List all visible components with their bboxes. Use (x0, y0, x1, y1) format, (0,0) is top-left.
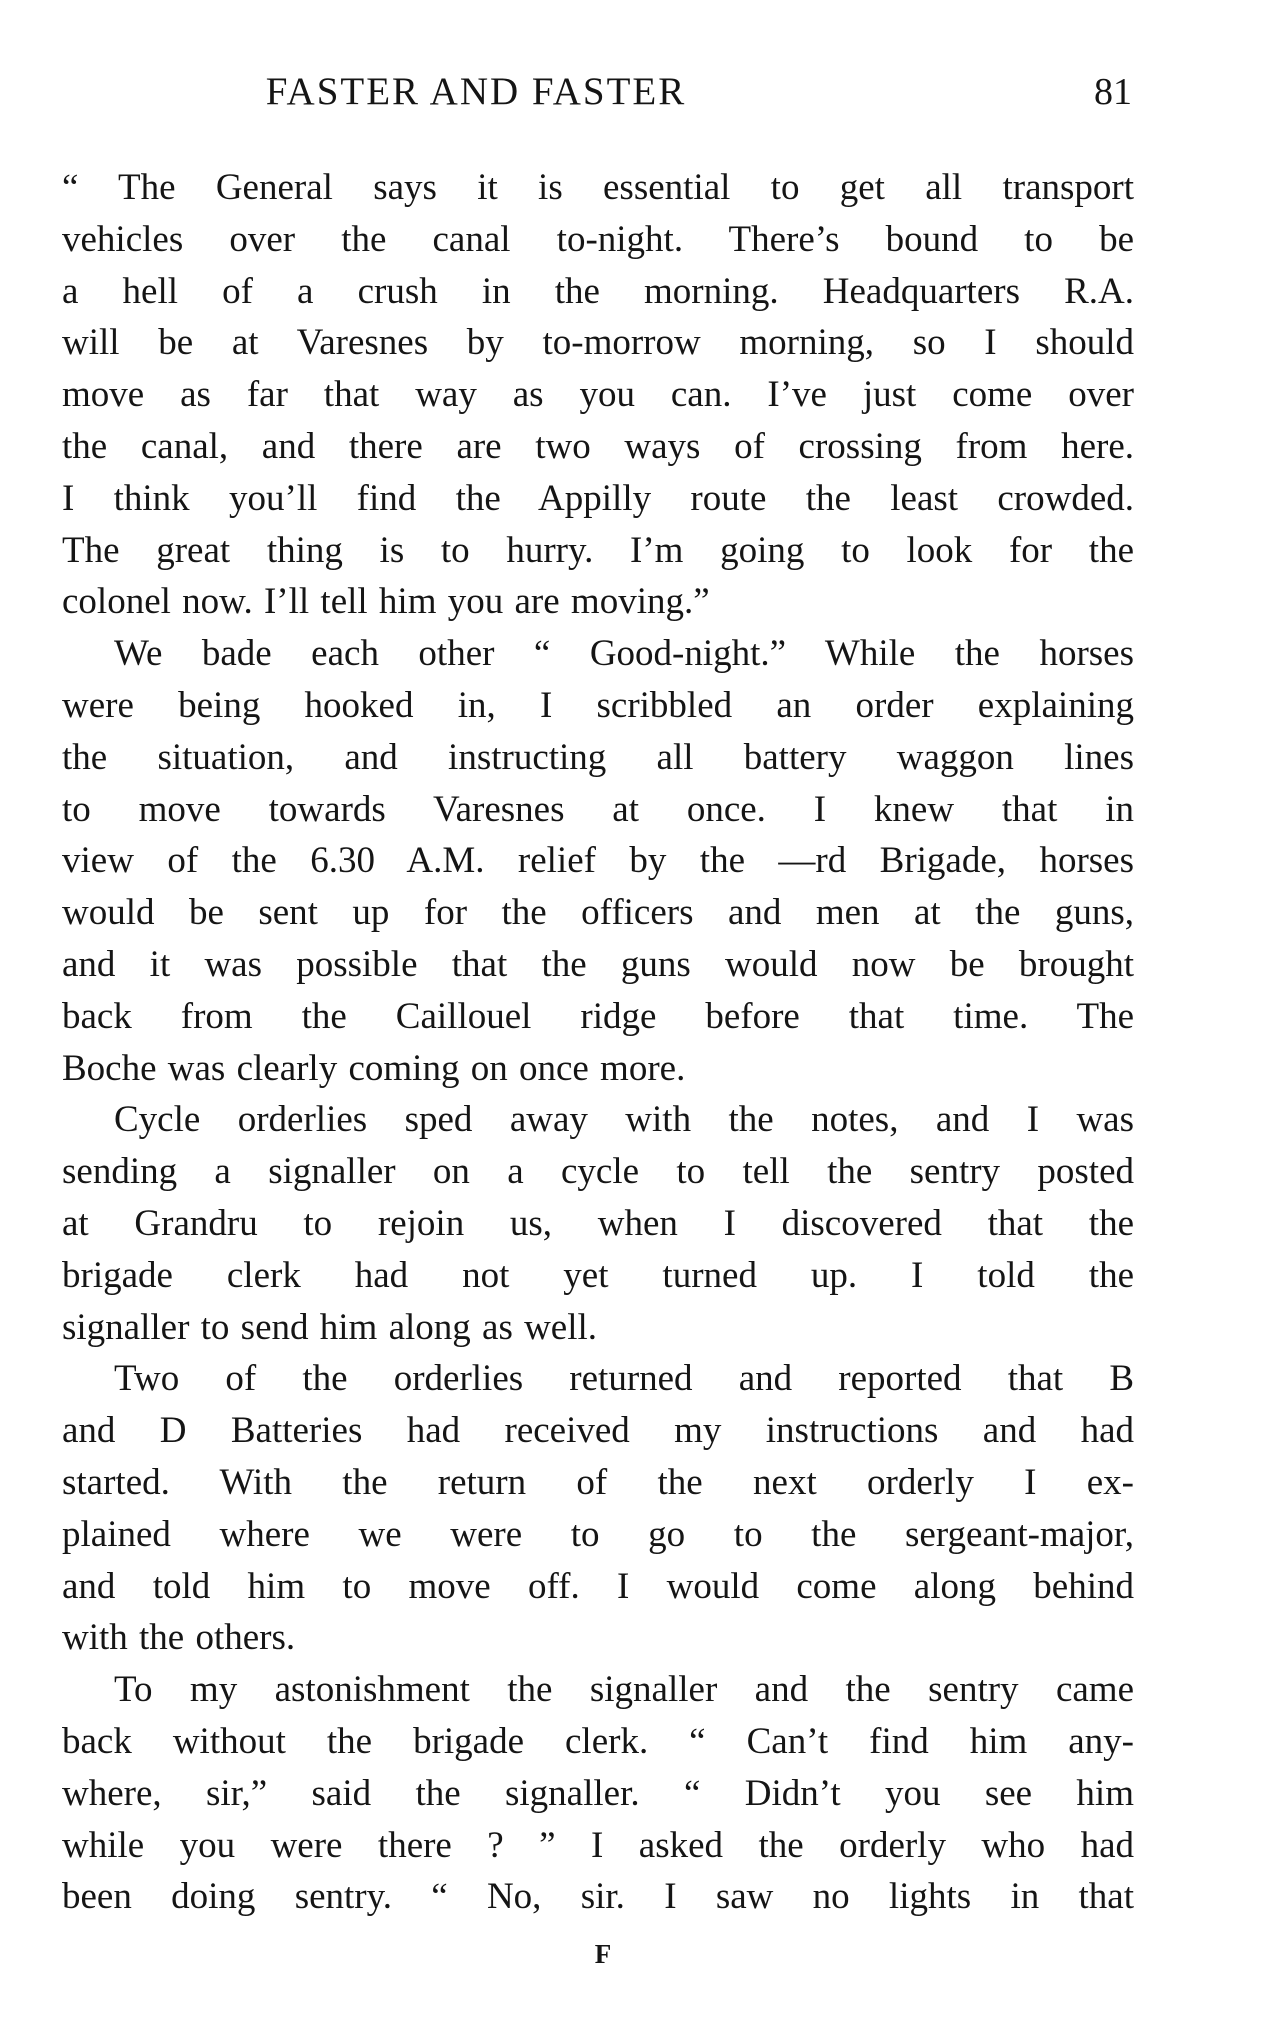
text-line: vehicles over the canal to-night. There’s bound to be (62, 218, 1134, 260)
text-line: back from the Caillouel ridge before that time. The (62, 995, 1134, 1037)
text-line: The great thing is to hurry. I’m going to look for the (62, 529, 1134, 571)
text-line: and it was possible that the guns would now be brought (62, 943, 1134, 985)
text-line: We bade each other “ Good-night.” While the horses (114, 633, 1134, 675)
text-line: To my astonishment the signaller and the sentry came (114, 1669, 1134, 1711)
text-line: with the others. (62, 1617, 296, 1659)
text-line: the canal, and there are two ways of crossing from here. (62, 425, 1134, 467)
text-line: move as far that way as you can. I’ve just come over (62, 374, 1134, 416)
text-line: signaller to send him along as well. (62, 1306, 598, 1348)
text-line: plained where we were to go to the sergeant-major, (62, 1513, 1134, 1555)
text-line: sending a signaller on a cycle to tell the sentry posted (62, 1151, 1134, 1193)
text-line: “ The General says it is essential to get all transport (62, 167, 1134, 208)
text-line: where, sir,” said the signaller. “ Didn’t you see him (62, 1772, 1134, 1814)
text-line: back without the brigade clerk. “ Can’t find him any- (62, 1720, 1134, 1762)
text-line: a hell of a crush in the morning. Headquarters R.A. (62, 270, 1134, 312)
text-line: colonel now. I’ll tell him you are moving.” (62, 581, 710, 623)
text-line: been doing sentry. “ No, sir. I saw no lights in that (62, 1876, 1134, 1918)
text-line: at Grandru to rejoin us, when I discovered that the (62, 1202, 1134, 1244)
body-text (62, 162, 1134, 1923)
text-line: the situation, and instructing all battery waggon lines (62, 736, 1134, 778)
text-line: would be sent up for the officers and men at the guns, (62, 892, 1134, 934)
text-line: will be at Varesnes by to-morrow morning, so I should (62, 322, 1134, 364)
text-line: to move towards Varesnes at once. I knew that in (62, 788, 1134, 830)
text-line: Two of the orderlies returned and reported that B (114, 1358, 1134, 1400)
text-line: while you were there ? ” I asked the orderly who had (62, 1824, 1134, 1866)
text-line: brigade clerk had not yet turned up. I told the (62, 1254, 1134, 1296)
text-line: view of the 6.30 A.M. relief by the —rd Brigade, horses (62, 840, 1134, 882)
text-line: Boche was clearly coming on once more. (62, 1047, 686, 1089)
text-line: started. With the return of the next orderly I ex- (62, 1461, 1134, 1503)
text-line: Cycle orderlies sped away with the notes, and I was (114, 1099, 1134, 1141)
signature-mark: F (594, 1939, 612, 1969)
running-head (60, 62, 1132, 122)
text-line: and told him to move off. I would come along behind (62, 1565, 1134, 1607)
page-number: 81 (1094, 71, 1132, 113)
chapter-title: FASTER AND FASTER (265, 70, 687, 113)
text-line: were being hooked in, I scribbled an order explaining (62, 684, 1134, 726)
text-line: I think you’ll find the Appilly route the least crowded. (62, 477, 1134, 519)
text-line: and D Batteries had received my instructions and had (62, 1410, 1134, 1452)
